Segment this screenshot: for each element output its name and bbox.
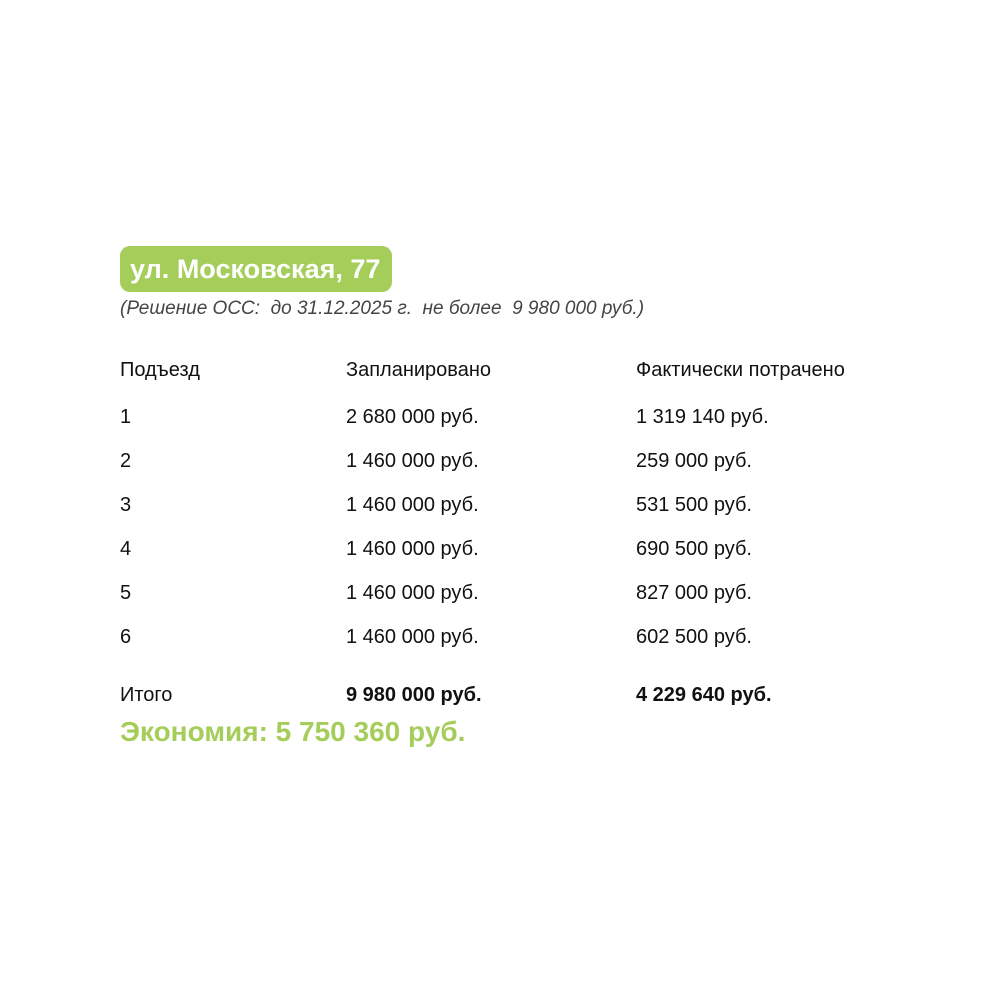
total-label: Итого xyxy=(120,684,173,706)
header-spent: Фактически потрачено xyxy=(636,359,845,381)
planned-amount: 1 460 000 руб. xyxy=(346,626,479,648)
entrance-number: 6 xyxy=(120,626,132,648)
total-spent: 4 229 640 руб. xyxy=(636,684,772,706)
entrance-number: 4 xyxy=(120,538,132,560)
spent-amount: 531 500 руб. xyxy=(636,494,752,516)
planned-amount: 1 460 000 руб. xyxy=(346,538,479,560)
planned-amount: 1 460 000 руб. xyxy=(346,582,479,604)
savings-summary: Экономия: 5 750 360 руб. xyxy=(120,716,466,747)
spent-amount: 827 000 руб. xyxy=(636,582,752,604)
planned-amount: 1 460 000 руб. xyxy=(346,494,479,516)
entrance-number: 5 xyxy=(120,582,132,604)
table-row xyxy=(120,443,920,487)
entrance-number: 1 xyxy=(120,406,132,428)
table-row xyxy=(120,399,920,443)
total-planned: 9 980 000 руб. xyxy=(346,684,482,706)
header-planned: Запланировано xyxy=(346,359,491,381)
table-total-row xyxy=(120,663,920,715)
spent-amount: 259 000 руб. xyxy=(636,450,752,472)
table-header xyxy=(120,352,920,399)
planned-amount: 1 460 000 руб. xyxy=(346,450,479,472)
budget-table xyxy=(120,352,920,715)
spent-amount: 1 319 140 руб. xyxy=(636,406,769,428)
spent-amount: 690 500 руб. xyxy=(636,538,752,560)
entrance-number: 3 xyxy=(120,494,132,516)
entrance-number: 2 xyxy=(120,450,132,472)
table-row xyxy=(120,575,920,619)
spent-amount: 602 500 руб. xyxy=(636,626,752,648)
address-badge: ул. Московская, 77 xyxy=(120,246,392,292)
table-row xyxy=(120,619,920,663)
table-row xyxy=(120,531,920,575)
header-entrance: Подъезд xyxy=(120,359,200,381)
table-row xyxy=(120,487,920,531)
planned-amount: 2 680 000 руб. xyxy=(346,406,479,428)
decision-note: (Решение ОСС: до 31.12.2025 г. не более 9 980 000 руб.) xyxy=(120,298,645,319)
